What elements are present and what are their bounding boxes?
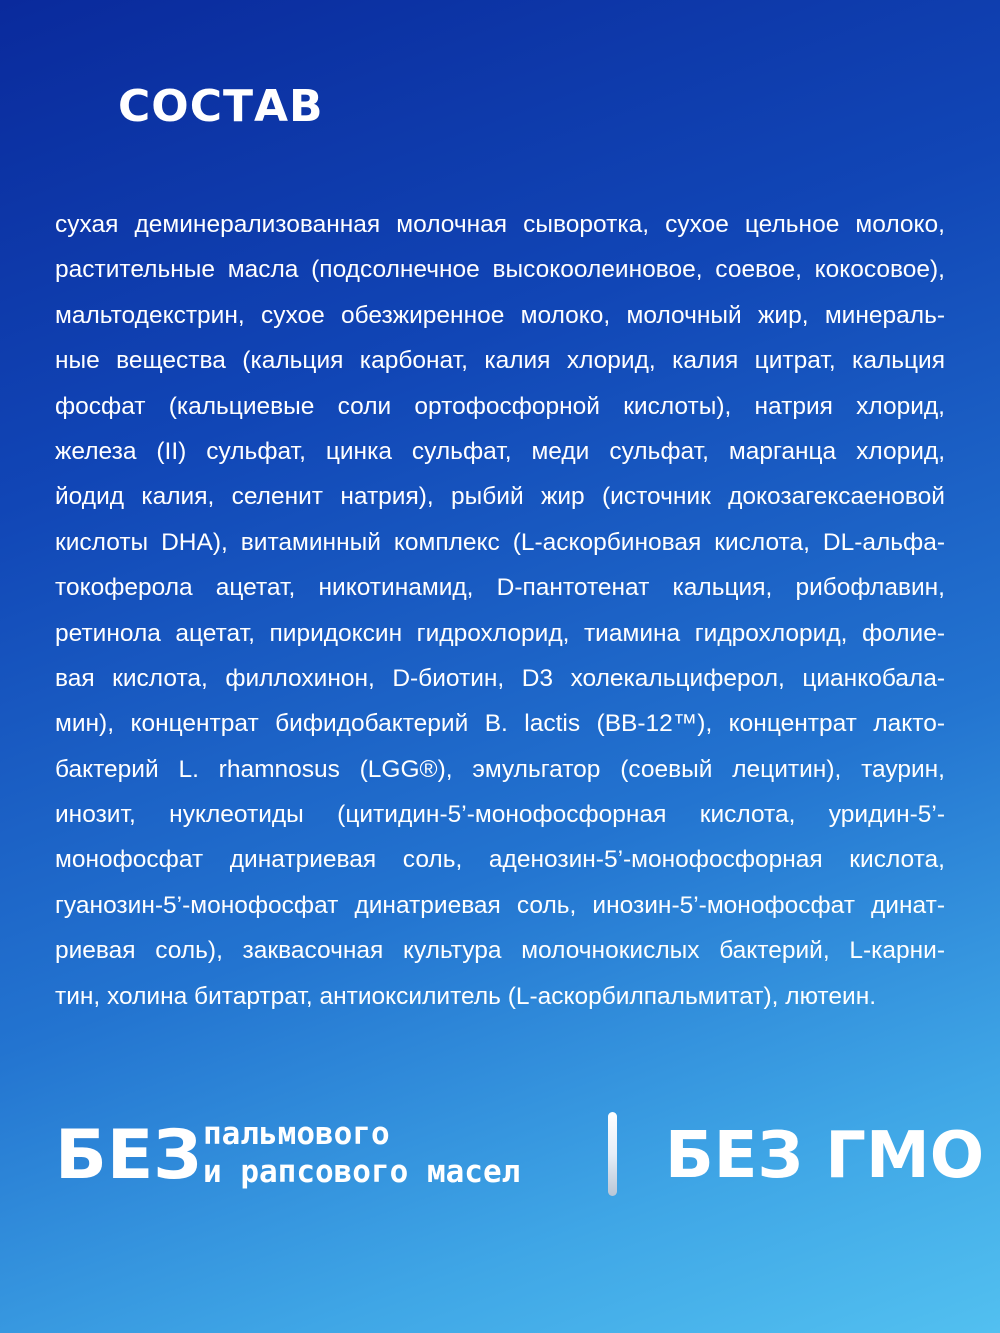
composition-line: кислоты DHA), витаминный комплекс (L-аскорбиновая кислота, DL-альфа-	[55, 528, 945, 556]
composition-line: мин), концентрат бифидобактерий B. lactis (BB-12™), концентрат лакто-	[55, 710, 945, 738]
composition-line: гуанозин-5’-монофосфат динатриевая соль, инозин-5’-монофосфат динат-	[55, 891, 945, 919]
composition-line: сухая деминерализованная молочная сыворотка, сухое цельное молоко,	[55, 211, 945, 238]
composition-line: риевая соль), заквасочная культура молочнокислых бактерий, L-карни-	[55, 937, 945, 965]
composition-text	[55, 202, 945, 1019]
badge-without-label: БЕЗ	[55, 1116, 202, 1195]
page-title: СОСТАВ	[118, 81, 324, 132]
composition-line: монофосфат динатриевая соль, аденозин-5’-монофосфорная кислота,	[55, 846, 945, 874]
badge-divider	[608, 1112, 617, 1196]
composition-line: растительные масла (подсолнечное высокоолеиновое, соевое, кокосовое),	[55, 256, 945, 284]
composition-line: железа (II) сульфат, цинка сульфат, меди сульфат, марганца хлорид,	[55, 437, 945, 465]
composition-line: ные вещества (кальция карбонат, калия хлорид, калия цитрат, кальция	[55, 347, 945, 375]
composition-line: фосфат (кальциевые соли ортофосфорной кислоты), натрия хлорид,	[55, 392, 945, 420]
no-gmo-badge: БЕЗ ГМО	[665, 1119, 985, 1193]
badge-rapeseed-oil-text: и рапсового масел	[203, 1154, 521, 1190]
composition-line: вая кислота, филлохинон, D-биотин, D3 холекальциферол, цианкобала-	[55, 664, 945, 692]
composition-line: инозит, нуклеотиды (цитидин-5’-монофосфорная кислота, уридин-5’-	[55, 801, 945, 829]
composition-line: бактерий L. rhamnosus (LGG®), эмульгатор (соевый лецитин), таурин,	[55, 755, 945, 783]
badge-palm-oil-text: пальмового	[203, 1116, 390, 1152]
composition-line: токоферола ацетат, никотинамид, D-пантотенат кальция, рибофлавин,	[55, 574, 945, 602]
composition-line: мальтодекстрин, сухое обезжиренное молоко, молочный жир, минераль-	[55, 301, 945, 329]
composition-line: тин, холина битартрат, антиоксилитель (L-аскорбилпальмитат), лютеин.	[55, 982, 877, 1010]
composition-line: йодид калия, селенит натрия), рыбий жир (источник докозагексаеновой	[55, 483, 945, 511]
composition-line: ретинола ацетат, пиридоксин гидрохлорид, тиамина гидрохлорид, фолие-	[55, 619, 945, 647]
